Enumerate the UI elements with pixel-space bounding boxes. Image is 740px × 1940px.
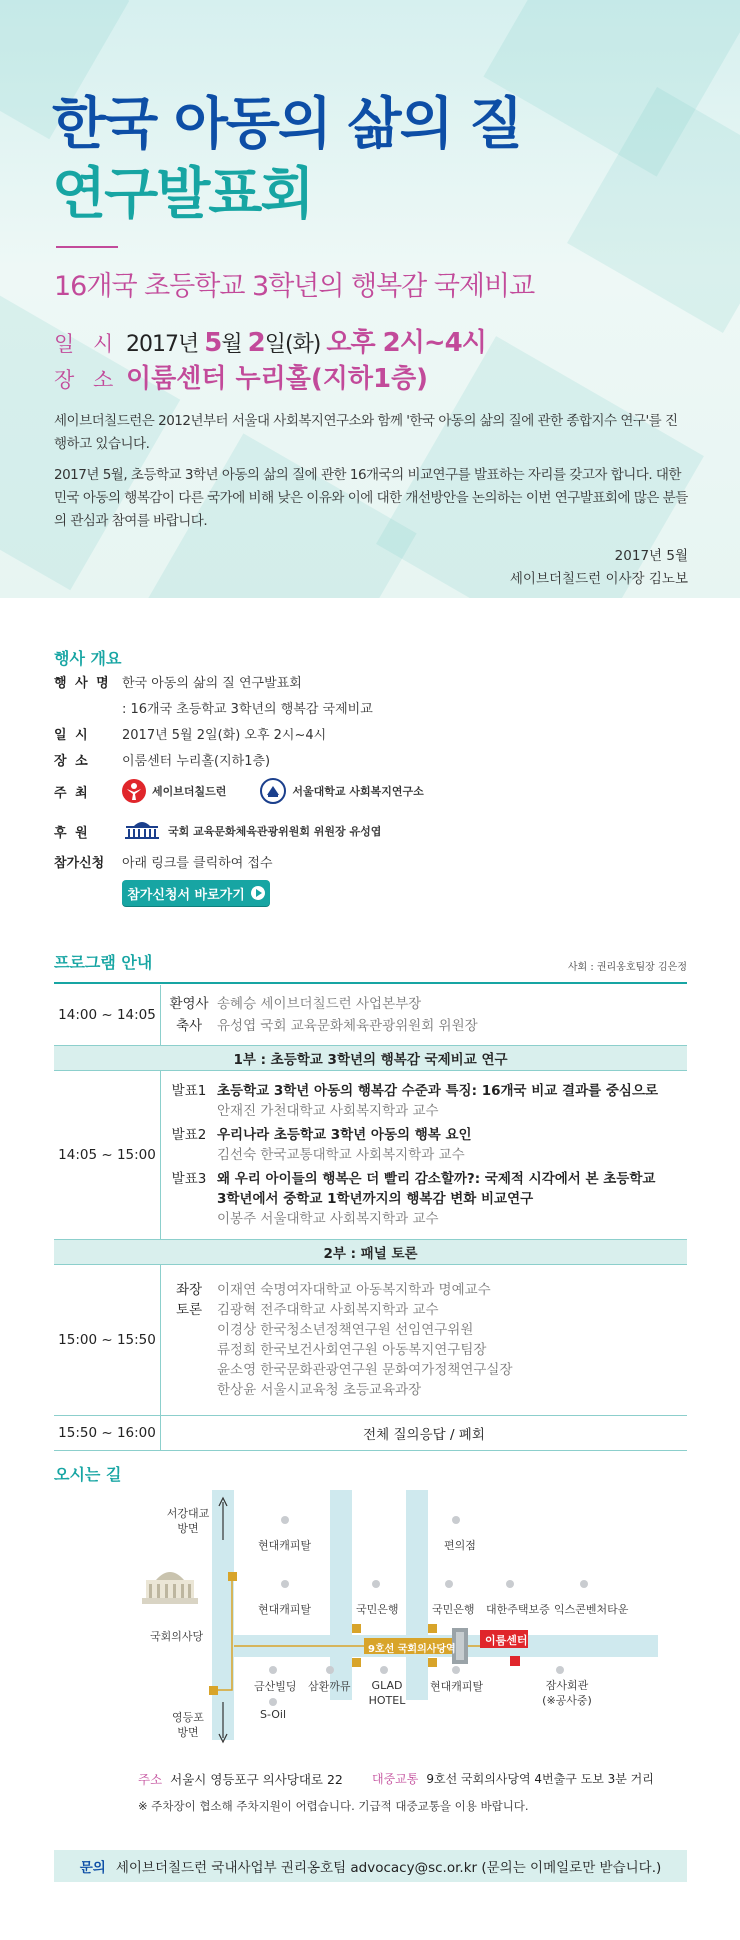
time-cell: 14:05 ~ 15:00	[54, 1071, 161, 1240]
map-label-excon: 익스콘벤처타운	[554, 1603, 629, 1616]
date-month: 5	[204, 328, 222, 358]
map-label-irum: 이룸센터	[485, 1634, 528, 1647]
place-row	[54, 358, 428, 394]
host-row	[54, 778, 424, 804]
speaker-text: 송혜승 세이브더칠드런 사업본부장	[217, 996, 422, 1012]
overview-title: 행사 개요	[54, 649, 122, 668]
map-label-kookmin: 국민은행	[356, 1603, 399, 1616]
part2-band	[54, 1240, 687, 1265]
road-vertical	[406, 1490, 428, 1700]
signature-name: 세이브더칠드런 이사장 김노보	[509, 571, 688, 587]
map-label-samhwan: 삼환까뮤	[308, 1680, 351, 1693]
program-row	[54, 985, 687, 1046]
host-label: 주 최	[54, 785, 90, 801]
page-title-line2: 연구발표회	[52, 162, 313, 227]
address-line	[138, 1770, 343, 1788]
exit-2-marker	[352, 1624, 361, 1633]
exit-4-marker	[428, 1658, 437, 1667]
part1-band	[54, 1046, 687, 1071]
presentation-title: 초등학교 3학년 아동의 행복감 수준과 특징: 16개국 비교 결과를 중심으로	[217, 1083, 659, 1099]
presentation-title: 왜 우리 아이들의 행복은 더 빨리 감소할까?: 국제적 시각에서 본 초등학교	[217, 1171, 656, 1187]
address-value: 서울시 영등포구 의사당대로 22	[170, 1772, 343, 1787]
map-label-kookmin: 국민은행	[432, 1603, 475, 1616]
apply-text: 아래 링크를 클릭하여 접수	[122, 856, 273, 871]
panelist: 김광혁 전주대학교 사회복지학과 교수	[217, 1302, 439, 1318]
role-label: 축사	[175, 1018, 203, 1034]
snu-emblem-icon	[262, 780, 284, 802]
sponsor-row	[54, 818, 381, 844]
map-label-jamsa: 잠사회관 (※공사중)	[542, 1679, 592, 1707]
place-value: 이룸센터 누리홀(지하1층)	[126, 364, 429, 394]
map-label-geumsan: 금산빌딩	[254, 1680, 297, 1693]
program-table	[54, 985, 687, 1451]
exit-5-marker	[352, 1658, 361, 1667]
overview-value: 2017년 5월 2일(화) 오후 2시~4시	[122, 728, 327, 743]
date-label: 일 시	[54, 332, 120, 356]
signature	[510, 545, 688, 591]
map-label-soil: S-Oil	[260, 1708, 287, 1721]
assembly-building-icon	[142, 1572, 198, 1604]
program-row	[54, 1265, 687, 1416]
apply-button-label: 참가신청서 바로가기	[127, 887, 245, 903]
role-label: 좌장	[175, 1282, 203, 1298]
apply-label: 참가신청	[54, 856, 105, 871]
overview-row	[54, 672, 302, 691]
presenter: 안재진 가천대학교 사회복지학과 교수	[217, 1103, 439, 1119]
location-map	[54, 1480, 694, 1760]
part1-title: 1부 : 초등학교 3학년의 행복감 국제비교 연구	[54, 1046, 687, 1071]
map-label-daehan: 대한주택보증	[486, 1603, 550, 1616]
panelist: 윤소영 한국문화관광연구원 문화여가정책연구실장	[217, 1362, 513, 1378]
overview-key: 일 시	[54, 728, 90, 743]
program-top-rule	[54, 982, 687, 984]
program-row	[54, 1071, 687, 1240]
overview-value: 한국 아동의 삶의 질 연구발표회	[122, 676, 302, 691]
date-time: 오후 2시~4시	[326, 328, 486, 358]
speaker-text: 유성엽 국회 교육문화체육관광위원회 위원장	[217, 1018, 478, 1034]
apply-row	[54, 852, 273, 871]
time-cell: 15:00 ~ 15:50	[54, 1265, 161, 1416]
transit-label: 대중교통	[372, 1772, 419, 1786]
host1-name: 세이브더칠드런	[152, 785, 227, 798]
contact-bar	[54, 1850, 687, 1882]
irum-building-window	[456, 1632, 464, 1660]
overview-row	[54, 750, 270, 769]
date-row	[54, 322, 486, 358]
role-label: 발표1	[171, 1083, 207, 1099]
map-label-assembly: 국회의사당	[150, 1630, 204, 1643]
role-label: 환영사	[169, 996, 209, 1012]
date-value	[126, 322, 486, 359]
assembly-building-icon	[122, 818, 162, 840]
transit-value: 9호선 국회의사당역 4번출구 도보 3분 거리	[426, 1772, 654, 1786]
transit-line	[372, 1770, 654, 1787]
snu-logo	[260, 778, 286, 804]
presentation-title: 3학년에서 중학교 1학년까지의 행복감 변화 비교연구	[217, 1191, 534, 1207]
panelist: 류정희 한국보건사회연구원 아동복지연구팀장	[217, 1342, 487, 1358]
chair-name: 이재연 숙명여자대학교 아동복지학과 명예교수	[217, 1282, 491, 1298]
overview-row	[54, 698, 373, 717]
directions-title: 오시는 길	[54, 1465, 122, 1484]
national-assembly-logo	[122, 818, 162, 844]
play-circle-icon	[251, 886, 265, 900]
hero-banner	[0, 0, 740, 598]
closing-text: 전체 질의응답 / 폐회	[161, 1416, 688, 1451]
time-cell: 14:00 ~ 14:05	[54, 985, 161, 1046]
moderator-note: 사회 : 권리옹호팀장 김은정	[567, 962, 687, 973]
presenter: 김선숙 한국교통대학교 사회복지학과 교수	[217, 1147, 465, 1163]
contact-label: 문의	[79, 1860, 106, 1876]
title-divider	[56, 246, 118, 248]
map-label-glad: GLAD HOTEL	[368, 1679, 406, 1707]
overview-key: 행 사 명	[54, 676, 111, 691]
panelist: 이경상 한국청소년정책연구원 선임연구위원	[217, 1322, 474, 1338]
overview-value: : 16개국 초등학교 3학년의 행복감 국제비교	[122, 702, 373, 717]
intro-paragraph-1: 세이브더칠드런은 2012년부터 서울대 사회복지연구소와 함께 '한국 아동의 삶의 질에 관한 종합지수 연구'를 진행하고 있습니다.	[54, 413, 678, 452]
map-label-hyundai: 현대캐피탈	[258, 1539, 312, 1552]
time-cell: 15:50 ~ 16:00	[54, 1416, 161, 1451]
child-icon	[122, 779, 146, 803]
presenter: 이봉주 서울대학교 사회복지학과 교수	[217, 1211, 439, 1227]
presentation-title: 우리나라 초등학교 3학년 아동의 행복 요인	[217, 1127, 472, 1143]
part2-title: 2부 : 패널 토론	[54, 1240, 687, 1265]
save-the-children-logo	[122, 779, 146, 803]
page-title-line1: 한국 아동의 삶의 질	[52, 92, 522, 157]
map-label-hyundai: 현대캐피탈	[430, 1680, 484, 1693]
role-label: 발표3	[171, 1171, 207, 1187]
apply-form-button[interactable]	[122, 880, 270, 906]
overview-key: 장 소	[54, 754, 90, 769]
signature-date: 2017년 5월	[614, 548, 688, 564]
date-month-unit: 월	[221, 332, 242, 357]
role-label: 발표2	[171, 1127, 207, 1143]
intro-paragraph-2: 2017년 5월, 초등학교 3학년 아동의 삶의 질에 관한 16개국의 비교연구를 발표하는 자리를 갖고자 합니다. 대한민국 아동의 행복감이 다른 국가에 비해 낮은 이유와 이에 대한 개선방안을 논의하는 이번 연구발표회에 많은 분들의 관심과 참여를 바랍니다.	[54, 467, 688, 529]
exit-1-marker	[228, 1572, 237, 1581]
map-label-hyundai: 현대캐피탈	[258, 1603, 312, 1616]
sponsor-name: 국회 교육문화체육관광위원회 위원장 유성엽	[168, 825, 382, 838]
contact-value[interactable]: 세이브더칠드런 국내사업부 권리옹호팀 advocacy@sc.or.kr (문의는 이메일로만 받습니다.)	[115, 1860, 662, 1876]
exit-3-marker	[428, 1624, 437, 1633]
overview-value: 이룸센터 누리홀(지하1층)	[122, 754, 271, 769]
exit-6-marker	[209, 1686, 218, 1695]
place-label: 장 소	[54, 368, 120, 392]
page-subtitle: 16개국 초등학교 3학년의 행복감 국제비교	[54, 271, 535, 302]
date-day: 2	[247, 328, 265, 358]
map-label-station: 9호선 국회의사당역	[368, 1644, 456, 1655]
destination-marker	[510, 1656, 520, 1666]
address-label: 주소	[138, 1772, 163, 1787]
overview-row	[54, 724, 326, 743]
map-label-yeongdeungpo: 영등포 방면	[172, 1711, 204, 1739]
parking-note: ※ 주차장이 협소해 주차지원이 어렵습니다. 기급적 대중교통을 이용 바랍니다.	[138, 1799, 529, 1813]
host2-name: 서울대학교 사회복지연구소	[292, 785, 424, 798]
sponsor-label: 후 원	[54, 825, 90, 841]
map-label-seogang: 서강대교 방면	[166, 1507, 210, 1535]
panelist: 한상윤 서울시교육청 초등교육과장	[217, 1382, 422, 1398]
program-row	[54, 1416, 687, 1451]
map-label-convenience: 편의점	[444, 1539, 476, 1552]
program-title: 프로그램 안내	[54, 953, 153, 972]
date-day-unit: 일(화)	[264, 332, 321, 357]
role-label: 토론	[175, 1302, 203, 1318]
date-year: 2017년	[126, 332, 199, 357]
